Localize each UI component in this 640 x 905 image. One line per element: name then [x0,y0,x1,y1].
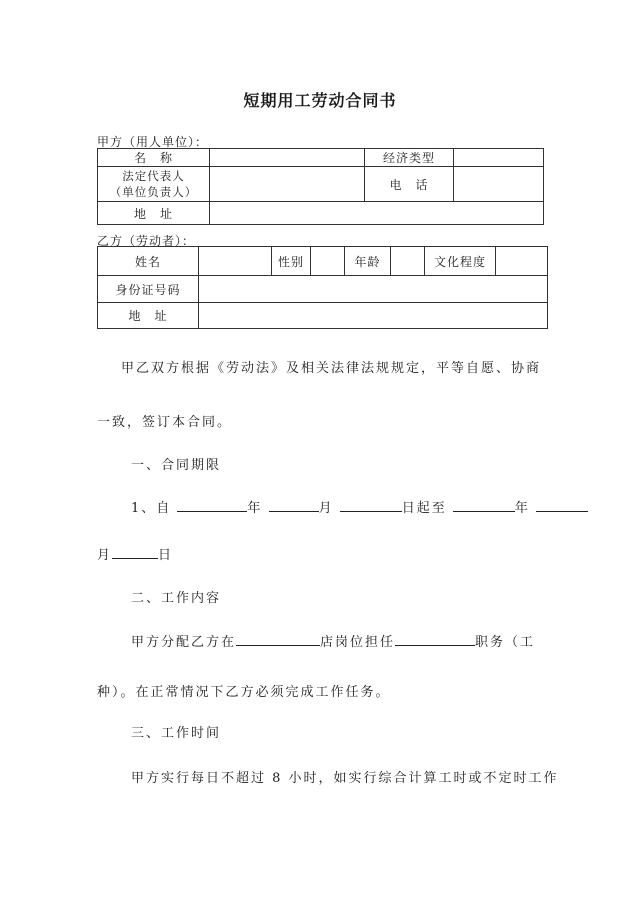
store-blank [236,633,320,646]
gender-label: 性别 [277,254,304,269]
age-value-cell [391,247,425,276]
work-line-1 [131,631,535,650]
econ-type-label-cell [365,149,454,167]
party-b-table [97,246,548,329]
education-label-cell [425,247,496,276]
work-line-2: 种）。在正常情况下乙方必须完成工作任务。 [97,685,391,700]
phone-value-cell [454,167,544,202]
position-blank [395,633,475,646]
term-line-2 [97,544,173,563]
address-b-label: 地 址 [128,309,168,323]
address-b-value-cell [199,303,548,329]
work-part-1: 甲方分配乙方在 [131,635,237,650]
address-a-label-cell [98,202,210,225]
legal-rep-label: 法定代表人 [122,169,185,183]
gender-label-cell [272,247,311,276]
end-year-unit: 年 [514,501,530,516]
education-label: 文化程度 [433,254,486,269]
gender-value-cell [311,247,345,276]
age-label: 年龄 [354,254,381,269]
name-label: 名 称 [133,151,173,165]
start-day-blank [340,499,402,512]
b-name-label-cell [98,247,199,276]
start-month-blank [269,499,319,512]
party-b-label: 乙方（劳动者）： [97,234,196,248]
legal-rep-label-cell [98,167,210,202]
start-month-unit: 月 [318,501,334,516]
econ-type-value-cell [454,149,544,167]
start-day-unit: 日起至 [401,501,447,516]
name-value-cell [210,149,365,167]
end-day-blank [112,546,158,559]
address-b-label-cell [98,303,199,329]
start-year-unit: 年 [247,501,263,516]
education-value-cell [496,247,548,276]
work-part-3: 职务（工 [475,635,536,650]
age-label-cell [345,247,391,276]
b-name-value-cell [199,247,272,276]
party-a-label: 甲方（用人单位）： [97,135,209,149]
id-value-cell [199,276,548,303]
id-label-cell [98,276,199,303]
end-day-unit: 日 [158,548,174,563]
name-label-cell [98,149,210,167]
end-month-unit: 月 [97,548,113,563]
unit-head-label: （单位负责人） [109,185,198,199]
b-name-label: 姓名 [134,254,161,269]
legal-rep-value-cell [210,167,365,202]
phone-label-cell [365,167,454,202]
intro-line-1: 甲乙双方根据《劳动法》及相关法律法规规定，平等自愿、协商 [121,361,542,376]
phone-label: 电 话 [389,177,429,192]
term-prefix: 1、自 [131,501,172,516]
intro-line-2: 一致，签订本合同。 [97,415,233,430]
address-a-value-cell [210,202,544,225]
hours-line-1: 甲方实行每日不超过 8 小时，如实行综合计算工时或不定时工作 [131,771,559,786]
document-title: 短期用工劳动合同书 [243,91,397,110]
start-year-blank [177,499,247,512]
work-part-2: 店岗位担任 [320,635,396,650]
id-label: 身份证号码 [115,282,181,297]
address-a-label: 地 址 [133,206,173,221]
end-year-blank [453,499,515,512]
end-month-blank [536,499,588,512]
term-line-1 [131,497,588,516]
econ-type-label: 经济类型 [382,151,435,165]
party-a-table [97,148,544,225]
section-1-title: 一、合同期限 [131,458,222,473]
section-3-title: 三、工作时间 [131,726,222,741]
section-2-title: 二、工作内容 [131,591,222,606]
